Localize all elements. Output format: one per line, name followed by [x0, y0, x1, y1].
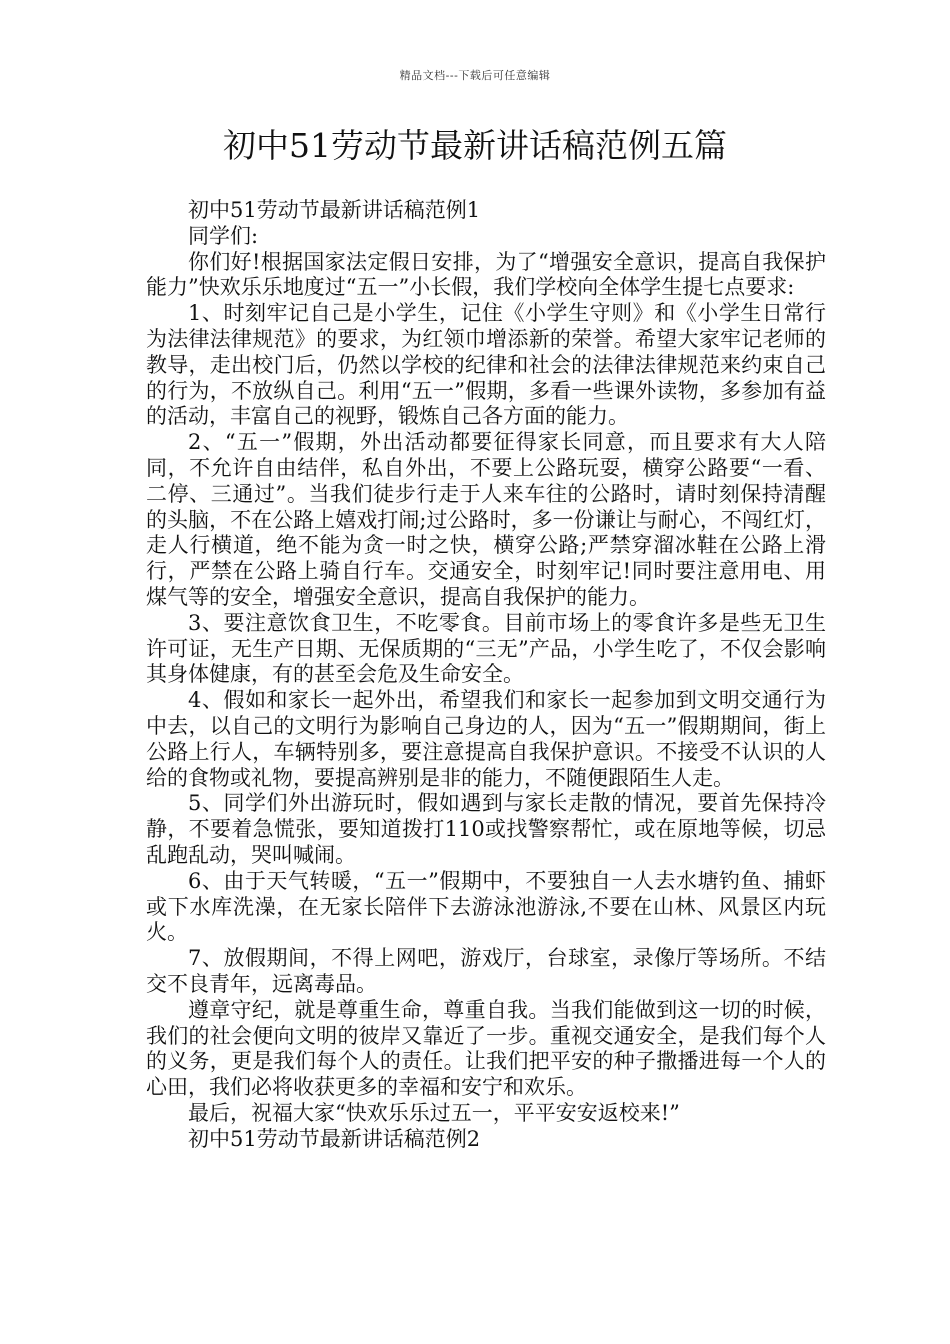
- document-title: 初中51劳动节最新讲话稿范例五篇: [223, 126, 727, 165]
- salutation: 同学们:: [188, 223, 259, 248]
- paragraph-item-4: 4、假如和家长一起外出，希望我们和家长一起参加到文明交通行为中去，以自己的文明行为影响自己身边的人，因为“五一”假期期间，街上公路上行人，车辆特别多，要注意提高自我保护意识。不接受不认识的人给的食物或礼物，要提高辨别是非的能力，不随便跟陌生人走。: [146, 688, 826, 790]
- document-body: [146, 198, 826, 1152]
- paragraph-item-2: 2、“五一”假期，外出活动都要征得家长同意，而且要求有大人陪同，不允许自由结伴，私自外出，不要上公路玩耍，横穿公路要“一看、二停、三通过”。当我们徒步行走于人来车往的公路时，请时刻保持清醒的头脑，不在公路上嬉戏打闹;过公路时，多一份谦让与耐心，不闯红灯，走人行横道，绝不能为贪一时之快，横穿公路;严禁穿溜冰鞋在公路上滑行，严禁在公路上骑自行车。交通安全，时刻牢记!同时要注意用电、用煤气等的安全，增强安全意识，提高自我保护的能力。: [146, 430, 826, 609]
- paragraph-item-6: 6、由于天气转暖，“五一”假期中，不要独自一人去水塘钓鱼、捕虾或下水库洗澡，在无家长陪伴下去游泳池游泳,不要在山林、风景区内玩火。: [146, 868, 826, 945]
- paragraph-item-3: 3、要注意饮食卫生，不吃零食。目前市场上的零食许多是些无卫生许可证，无生产日期、无保质期的“三无”产品，小学生吃了，不仅会影响其身体健康，有的甚至会危及生命安全。: [146, 610, 826, 687]
- paragraph-item-5: 5、同学们外出游玩时，假如遇到与家长走散的情况，要首先保持冷静，不要着急慌张，要知道拨打110或找警察帮忙，或在原地等候，切忌乱跑乱动，哭叫喊闹。: [146, 791, 826, 867]
- section-heading-2: 初中51劳动节最新讲话稿范例2: [188, 1126, 481, 1151]
- section-heading-1: 初中51劳动节最新讲话稿范例1: [188, 198, 481, 222]
- paragraph-closing: 最后，祝福大家“快欢乐乐过五一，平平安安返校来!”: [188, 1100, 680, 1125]
- paragraph-conclusion: 遵章守纪，就是尊重生命，尊重自我。当我们能做到这一切的时候，我们的社会便向文明的彼岸又靠近了一步。重视交通安全，是我们每个人的义务，更是我们每个人的责任。让我们把平安的种子撒播进每一个人的心田，我们必将收获更多的幸福和安宁和欢乐。: [146, 997, 826, 1100]
- paragraph-item-1: 1、时刻牢记自己是小学生，记住《小学生守则》和《小学生日常行为法律法律规范》的要求，为红领巾增添新的荣誉。希望大家牢记老师的教导，走出校门后，仍然以学校的纪律和社会的法律法律规范来约束自己的行为，不放纵自己。利用“五一”假期，多看一些课外读物，多参加有益的活动，丰富自己的视野，锻炼自己各方面的能力。: [146, 301, 826, 429]
- header-note: 精品文档---下载后可任意编辑: [399, 69, 551, 82]
- paragraph-item-7: 7、放假期间，不得上网吧，游戏厅，台球室，录像厅等场所。不结交不良青年，远离毒品。: [146, 946, 826, 996]
- paragraph-intro: 你们好!根据国家法定假日安排，为了“增强安全意识，提高自我保护能力”快欢乐乐地度过“五一”小长假，我们学校向全体学生提七点要求:: [146, 249, 826, 300]
